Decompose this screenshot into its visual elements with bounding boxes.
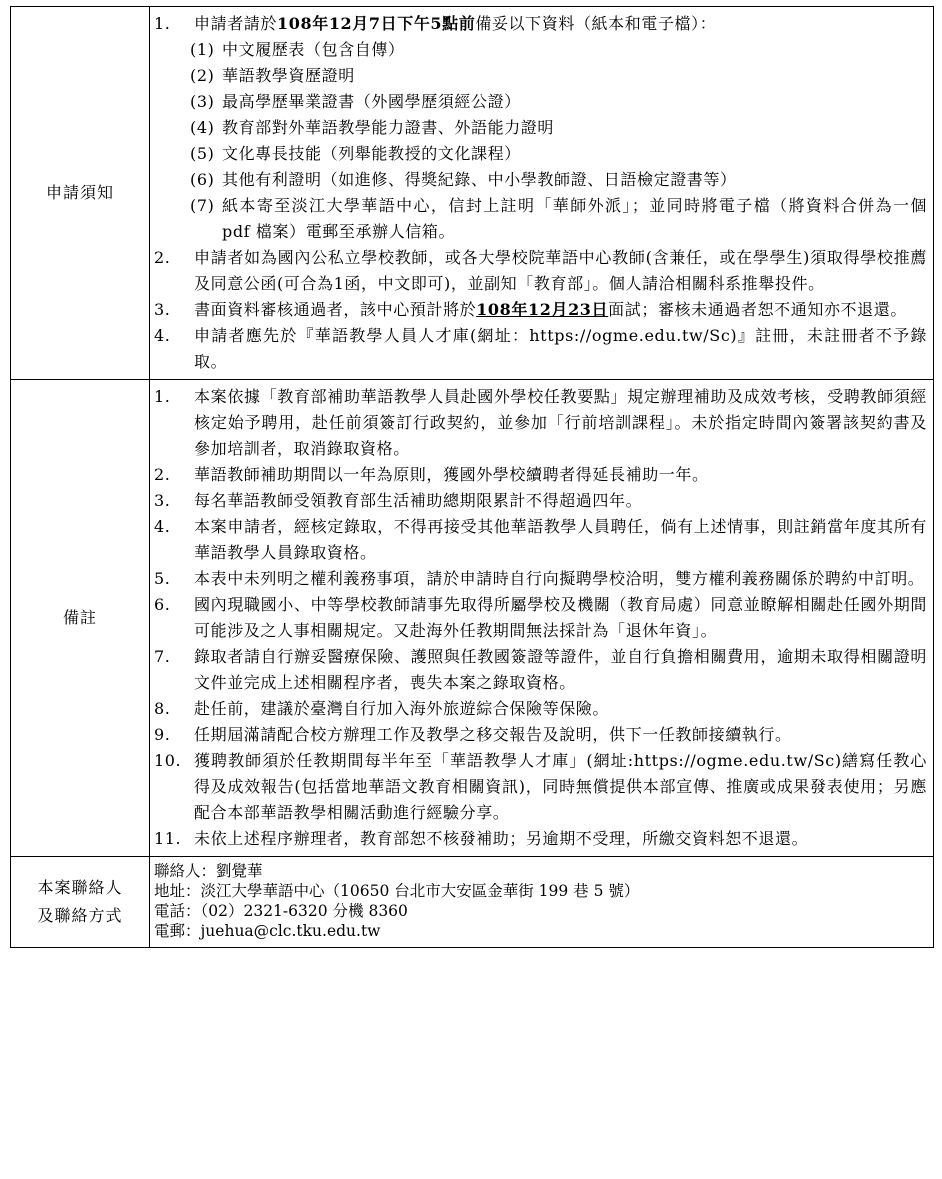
item-number: 6. (154, 595, 171, 614)
contact-person: 聯絡人：劉覺華 (154, 862, 263, 880)
item-text: 未依上述程序辦理者，教育部恕不核發補助；另逾期不受理，所繳交資料恕不退還。 (194, 829, 809, 848)
notice-table (10, 6, 934, 948)
item-number: 2. (154, 248, 171, 267)
apply-content (150, 7, 934, 380)
contact-address: 地址：淡江大學華語中心（10650 台北市大安區金華街 199 巷 5 號） (154, 882, 640, 900)
subitem-text: 華語教學資歷證明 (222, 66, 355, 85)
item-number: 4. (154, 326, 171, 345)
notes-item-10 (154, 748, 927, 826)
apply-subitem-5 (154, 141, 927, 167)
item-number: 9. (154, 725, 171, 744)
item-number: 4. (154, 517, 171, 536)
contact-row (11, 857, 934, 948)
apply-subitem-1 (154, 37, 927, 63)
item-number: 3. (154, 491, 171, 510)
apply-item-3 (154, 297, 927, 323)
item-number: 5. (154, 569, 171, 588)
notes-item-1 (154, 384, 927, 462)
contact-label (11, 857, 150, 948)
notes-item-3 (154, 488, 927, 514)
item-text: 每名華語教師受領教育部生活補助總期限累計不得超過四年。 (194, 491, 643, 510)
item-text (194, 297, 927, 323)
apply-subitem-4 (154, 115, 927, 141)
item-number: 8. (154, 699, 171, 718)
notes-item-11 (154, 826, 927, 852)
subitem-number: (7) (190, 196, 215, 215)
apply-subitem-6 (154, 167, 927, 193)
apply-label-text: 申請須知 (45, 183, 114, 202)
subitem-text: 最高學歷畢業證書（外國學歷須經公證） (222, 92, 521, 111)
item-text: 本案依據「教育部補助華語教學人員赴國外學校任教要點」規定辦理補助及成效考核，受聘教師須經核定始予聘用，赴任前須簽訂行政契約，並參加「行前培訓課程」。未於指定時間內簽署該契約書及參加培訓者，取消錄取資格。 (194, 387, 927, 458)
notes-row (11, 380, 934, 857)
item-text: 申請者如為國內公私立學校教師，或各大學校院華語中心教師(含兼任，或在學學生)須取得學校推薦及同意公函(可合為1函，中文即可)，並副知「教育部」。個人請洽相關科系推舉投件。 (194, 248, 927, 293)
notes-content (150, 380, 934, 857)
subitem-text: 中文履歷表（包含自傳） (222, 40, 405, 59)
subitem-number: (1) (190, 40, 215, 59)
item-text: 國內現職國小、中等學校教師請事先取得所屬學校及機關（教育局處）同意並瞭解相關赴任國外期間可能涉及之人事相關規定。又赴海外任教期間無法採計為「退休年資」。 (194, 595, 927, 640)
notes-item-9 (154, 722, 927, 748)
subitem-text: 文化專長技能（列舉能教授的文化課程） (222, 144, 521, 163)
item-text-pre: 申請者請於 (194, 14, 278, 33)
apply-row (11, 7, 934, 380)
subitem-text: 教育部對外華語教學能力證書、外語能力證明 (222, 118, 555, 137)
item-text-post: 面試；審核未通過者恕不通知亦不退還。 (608, 300, 907, 319)
interview-date: 108年12月23日 (476, 300, 609, 319)
item-number: 3. (154, 300, 171, 319)
notes-item-8 (154, 696, 927, 722)
apply-subitem-2 (154, 63, 927, 89)
apply-item-2 (154, 245, 927, 297)
item-number: 2. (154, 465, 171, 484)
subitem-number: (4) (190, 118, 215, 137)
contact-label-line2: 及聯絡方式 (37, 906, 123, 925)
item-number: 11. (154, 829, 182, 848)
notes-item-5 (154, 566, 927, 592)
apply-label (11, 7, 150, 380)
item-number: 7. (154, 647, 171, 666)
notes-item-4 (154, 514, 927, 566)
item-text: 赴任前，建議於臺灣自行加入海外旅遊綜合保險等保險。 (194, 699, 610, 718)
item-text: 申請者應先於『華語教學人員人才庫(網址：https://ogme.edu.tw/Sc)』註冊，未註冊者不予錄取。 (194, 326, 927, 371)
item-text: 本案申請者，經核定錄取，不得再接受其他華語教學人員聘任，倘有上述情事，則註銷當年度其所有華語教學人員錄取資格。 (194, 517, 927, 562)
item-text (194, 11, 927, 37)
item-text: 華語教師補助期間以一年為原則，獲國外學校續聘者得延長補助一年。 (194, 465, 709, 484)
deadline-date: 108年12月7日下午5點前 (277, 14, 476, 33)
item-number: 1. (154, 387, 171, 406)
item-text: 錄取者請自行辦妥醫療保險、護照與任教國簽證等證件，並自行負擔相關費用，逾期未取得相關證明文件並完成上述相關程序者，喪失本案之錄取資格。 (194, 647, 927, 692)
contact-email: 電郵：juehua@clc.tku.edu.tw (154, 922, 381, 940)
item-text-post: 備妥以下資料（紙本和電子檔）： (475, 14, 717, 33)
item-text: 獲聘教師須於任教期間每半年至「華語教學人才庫」(網址:https://ogme.edu.tw/Sc)繕寫任教心得及成效報告(包括當地華語文教育相關資訊)，同時無償提供本部宣傳、推廣或成果發表使用；另應配合本部華語教學相關活動進行經驗分享。 (194, 751, 927, 822)
subitem-number: (2) (190, 66, 215, 85)
item-number: 1. (154, 14, 171, 33)
contact-content (150, 857, 934, 948)
notes-label (11, 380, 150, 857)
item-text: 本表中未列明之權利義務事項，請於申請時自行向擬聘學校洽明，雙方權利義務關係於聘約中訂明。 (194, 569, 925, 588)
notes-item-6 (154, 592, 927, 644)
item-text: 任期屆滿請配合校方辦理工作及教學之移交報告及說明，供下一任教師接續執行。 (194, 725, 792, 744)
subitem-number: (6) (190, 170, 215, 189)
subitem-text: 紙本寄至淡江大學華語中心，信封上註明「華師外派」；並同時將電子檔（將資料合併為一個 pdf 檔案）電郵至承辦人信箱。 (222, 196, 927, 241)
apply-item-1 (154, 11, 927, 37)
subitem-number: (3) (190, 92, 215, 111)
subitem-number: (5) (190, 144, 215, 163)
contact-label-line1: 本案聯絡人 (37, 878, 123, 897)
subitem-text: 其他有利證明（如進修、得獎紀錄、中小學教師證、日語檢定證書等） (222, 170, 737, 189)
contact-phone: 電話：（02）2321-6320 分機 8360 (154, 902, 408, 920)
apply-subitem-7 (154, 193, 927, 245)
apply-item-4 (154, 323, 927, 375)
notes-item-7 (154, 644, 927, 696)
item-text-pre: 書面資料審核通過者，該中心預計將於 (194, 300, 477, 319)
notes-item-2 (154, 462, 927, 488)
item-number: 10. (154, 751, 182, 770)
notes-label-text: 備註 (62, 608, 97, 627)
apply-subitem-3 (154, 89, 927, 115)
